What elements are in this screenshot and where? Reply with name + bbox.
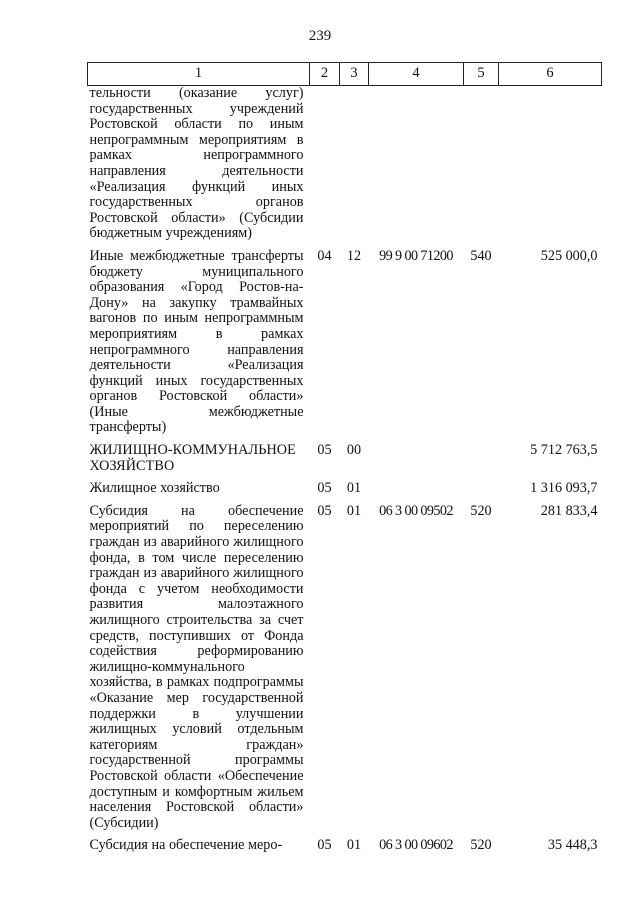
row-subsection — [340, 86, 369, 249]
header-col-6: 6 — [499, 63, 602, 86]
row-name: тельности (оказание услуг) государственных учреждений Ростовской области по иным непрограммным мероприятиям в рамках непрограммного направления деятельности «Реализация функций иных государственных органов Ростовской области» (Субсидии бюджетным учреждениям) — [89, 85, 304, 242]
table-body — [88, 86, 602, 861]
row-name: Субсидия на обеспечение меро- — [89, 837, 283, 854]
table-row — [88, 86, 602, 249]
row-expense-type: 540 — [470, 247, 492, 264]
table-row — [88, 504, 602, 838]
row-subsection: 01 — [346, 837, 362, 854]
page-number: 239 — [308, 28, 332, 44]
row-section: 05 — [317, 480, 332, 497]
table-row — [88, 249, 602, 443]
row-section — [310, 86, 340, 249]
row-expense-type: 520 — [470, 837, 492, 854]
header-row — [88, 63, 602, 86]
row-name: Иные межбюджетные трансферты бюджету муниципального образования «Город Ростов-на-Дону» на закупку трамвайных вагонов по иным непрограммным мероприятиям в рамках непрограммного направления деятельности «Реализация функций иных государственных органов Ростовской области» (Иные межбюджетные трансферты) — [89, 247, 304, 436]
row-subsection: 01 — [346, 502, 362, 519]
row-target-code: 06 3 00 09502 — [379, 502, 453, 519]
header-col-1: 1 — [88, 63, 310, 86]
row-subsection: 00 — [346, 442, 362, 459]
header-col-5: 5 — [464, 63, 499, 86]
row-expense-type — [464, 443, 499, 481]
row-amount: 1 316 093,7 — [530, 480, 598, 497]
budget-table — [87, 62, 602, 861]
row-amount — [499, 86, 602, 249]
row-target-code — [369, 443, 464, 481]
row-name: ЖИЛИЩНО-КОММУНАЛЬНОЕ ХОЗЯЙСТВО — [89, 442, 296, 474]
row-amount: 5 712 763,5 — [530, 442, 598, 459]
row-target-code — [369, 481, 464, 504]
row-target-code — [369, 86, 464, 249]
row-expense-type: 520 — [470, 502, 492, 519]
row-amount: 281 833,4 — [540, 502, 598, 519]
row-target-code: 06 3 00 09602 — [379, 837, 453, 854]
table-row — [88, 838, 602, 861]
header-col-3: 3 — [340, 63, 369, 86]
table-row — [88, 443, 602, 481]
header-col-4: 4 — [369, 63, 464, 86]
row-section: 05 — [317, 442, 332, 459]
row-amount: 525 000,0 — [540, 247, 598, 264]
row-target-code: 99 9 00 71200 — [379, 247, 453, 264]
header-col-2: 2 — [310, 63, 340, 86]
row-name: Субсидия на обеспечение мероприятий по переселению граждан из аварийного жилищного фонда, в том числе переселению граждан из аварийного жилищного фонда с учетом необходимости развития малоэтажного жилищного строительства за счет средств, поступивших от Фонда содействия реформированию жилищно-коммунального хозяйства, в рамках подпрограммы «Оказание мер государственной поддержки в улучшении жилищных условий отдельным категориям граждан» государственной программы Ростовской области «Обеспечение доступным и комфортным жильем населения Ростовской области» (Субсидии) — [89, 502, 304, 831]
row-subsection: 12 — [346, 247, 362, 264]
row-subsection: 01 — [346, 480, 362, 497]
table-row — [88, 481, 602, 504]
table-header — [88, 63, 602, 86]
row-name: Жилищное хозяйство — [89, 480, 220, 497]
row-section: 05 — [317, 837, 332, 854]
row-expense-type — [464, 481, 499, 504]
row-section: 04 — [317, 247, 332, 264]
row-section: 05 — [317, 502, 332, 519]
row-expense-type — [464, 86, 499, 249]
row-amount: 35 448,3 — [547, 837, 598, 854]
